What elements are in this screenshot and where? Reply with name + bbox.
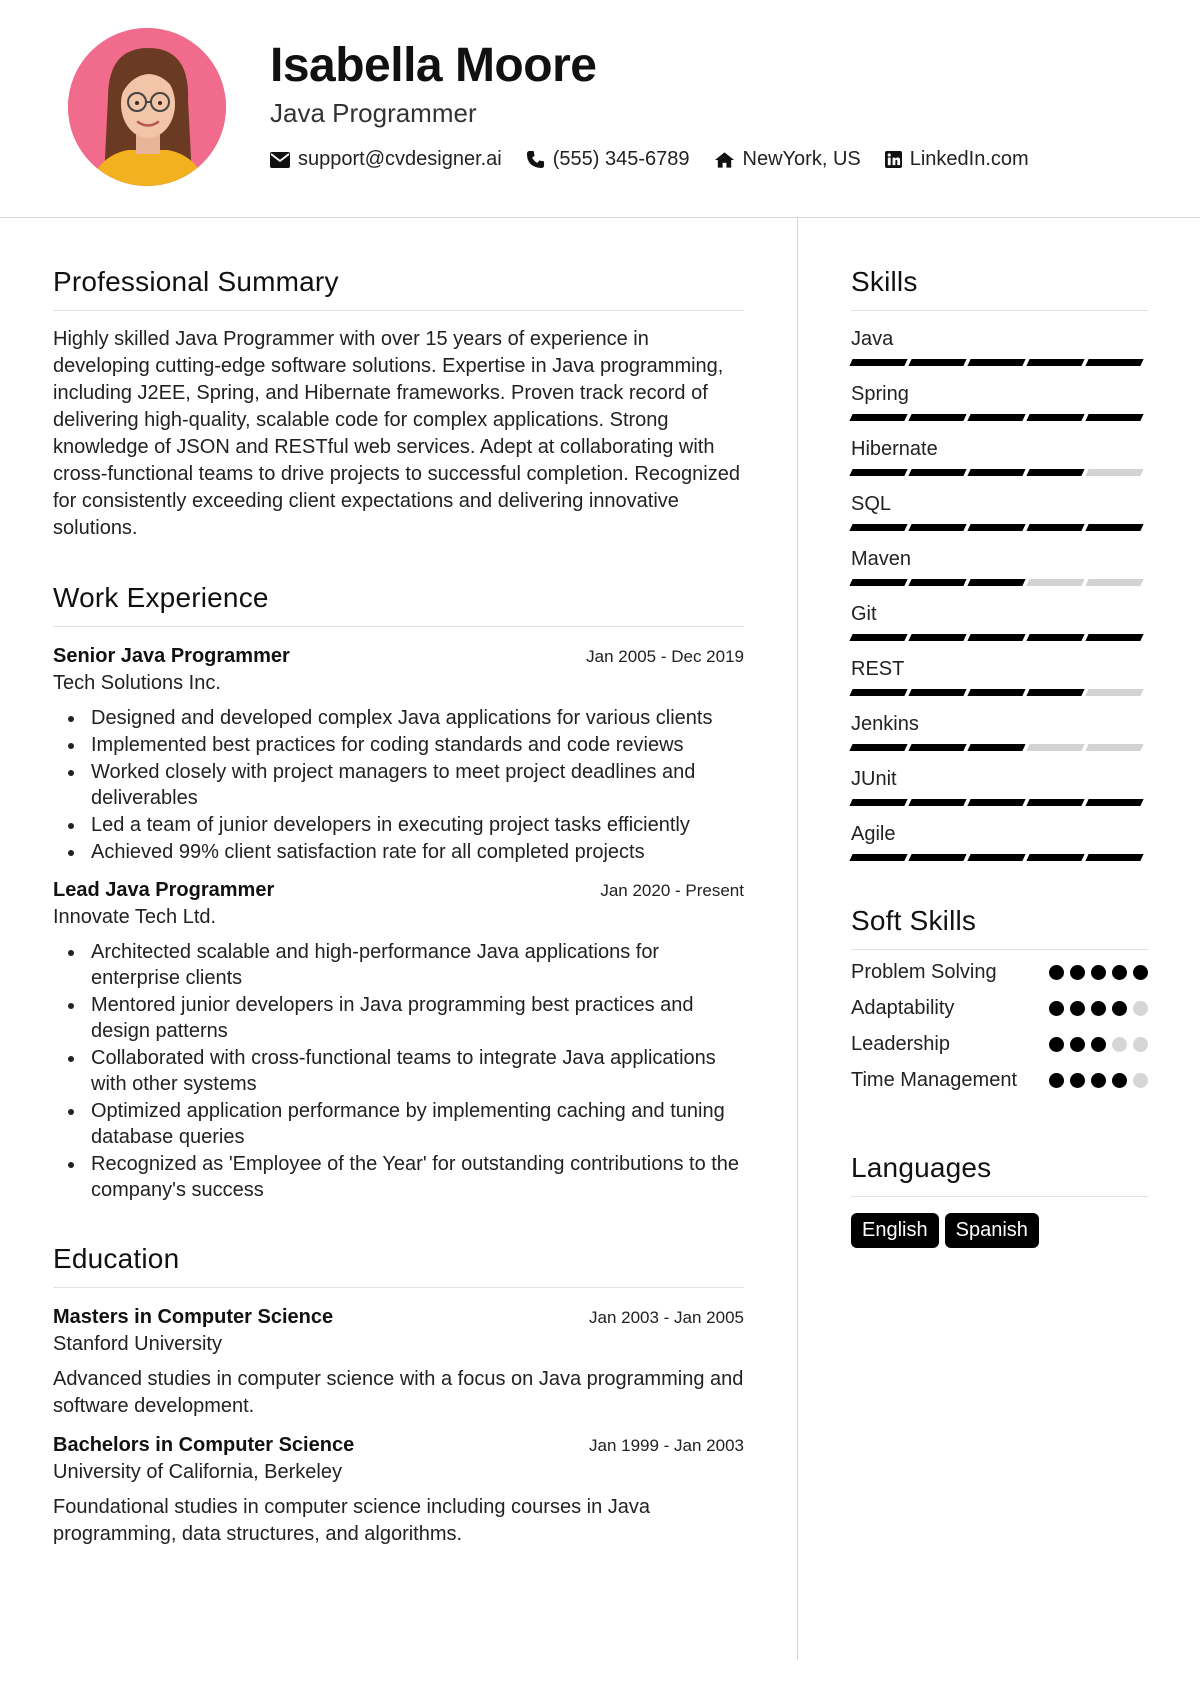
- skill-level-segment: [1085, 689, 1143, 696]
- summary-heading: Professional Summary: [53, 266, 744, 311]
- soft-skills-list: [851, 958, 1148, 1094]
- skill-level-segment: [967, 744, 1025, 751]
- resume-header: [0, 0, 1200, 218]
- contact-email[interactable]: [270, 148, 502, 171]
- rating-dot: [1112, 965, 1127, 980]
- list-item: Achieved 99% client satisfaction rate for all completed projects: [53, 839, 744, 865]
- skill-level-segment: [849, 469, 907, 476]
- skill-level-segment: [1085, 854, 1143, 861]
- rating-dot: [1049, 1073, 1064, 1088]
- rating-dot: [1133, 1001, 1148, 1016]
- skill-level-segment: [849, 524, 907, 531]
- skill-item: [851, 546, 1148, 586]
- degree-title: Bachelors in Computer Science: [53, 1434, 355, 1456]
- home-icon: [714, 151, 735, 169]
- skill-level-segment: [1085, 469, 1143, 476]
- skill-level-segment: [967, 854, 1025, 861]
- skill-level-segment: [967, 469, 1025, 476]
- skill-item: [851, 381, 1148, 421]
- skill-level-segment: [849, 579, 907, 586]
- skill-level-segment: [1085, 744, 1143, 751]
- skill-level-segment: [849, 634, 907, 641]
- skill-level-bar: [851, 359, 1148, 366]
- skill-level-segment: [908, 359, 966, 366]
- column-divider: [797, 218, 798, 1660]
- job-dates: Jan 2020 - Present: [600, 881, 744, 900]
- skill-level-segment: [849, 744, 907, 751]
- candidate-name: Isabella Moore: [270, 39, 597, 92]
- rating-dot: [1091, 965, 1106, 980]
- skill-level-segment: [849, 359, 907, 366]
- skill-level-segment: [908, 634, 966, 641]
- rating-dot: [1070, 1037, 1085, 1052]
- skill-level-bar: [851, 414, 1148, 421]
- skill-name: Spring: [851, 383, 909, 405]
- education-heading: Education: [53, 1243, 744, 1288]
- skill-level-segment: [908, 799, 966, 806]
- soft-skill-rating: [1043, 1001, 1148, 1016]
- school-name: Stanford University: [53, 1333, 222, 1355]
- education-description: Advanced studies in computer science with a focus on Java programming and software development.: [53, 1368, 744, 1417]
- skill-item: [851, 656, 1148, 696]
- skill-level-segment: [1026, 689, 1084, 696]
- list-item: Designed and developed complex Java applications for various clients: [53, 705, 744, 731]
- skill-name: REST: [851, 658, 905, 680]
- skill-name: Jenkins: [851, 713, 919, 735]
- linkedin-text: LinkedIn.com: [909, 148, 1029, 170]
- skill-level-segment: [1085, 524, 1143, 531]
- soft-skill-item: [851, 994, 1148, 1022]
- skill-name: Git: [851, 603, 877, 625]
- job-dates: Jan 2005 - Dec 2019: [586, 647, 744, 666]
- list-item: Mentored junior developers in Java programming best practices and design patterns: [53, 992, 744, 1044]
- skill-level-segment: [1085, 414, 1143, 421]
- skill-level-segment: [967, 579, 1025, 586]
- skill-level-segment: [908, 524, 966, 531]
- skill-item: [851, 711, 1148, 751]
- soft-skill-name: Leadership: [851, 1033, 950, 1055]
- skill-level-segment: [1085, 359, 1143, 366]
- soft-skill-rating: [1043, 1073, 1148, 1088]
- avatar: [68, 28, 226, 186]
- skill-name: SQL: [851, 493, 892, 515]
- rating-dot: [1091, 1073, 1106, 1088]
- skill-level-segment: [1026, 744, 1084, 751]
- list-item: Optimized application performance by implementing caching and tuning database queries: [53, 1098, 744, 1150]
- skill-name: Maven: [851, 548, 912, 570]
- experience-section: [53, 582, 744, 1203]
- education-entry: [53, 1434, 744, 1548]
- skill-level-segment: [1085, 799, 1143, 806]
- linkedin-icon: [885, 151, 902, 168]
- rating-dot: [1049, 965, 1064, 980]
- skill-item: [851, 601, 1148, 641]
- summary-section: [53, 266, 744, 542]
- skill-level-segment: [1026, 469, 1084, 476]
- rating-dot: [1112, 1037, 1127, 1052]
- list-item: Led a team of junior developers in executing project tasks efficiently: [53, 812, 744, 838]
- language-pill: English: [851, 1213, 939, 1248]
- skill-level-segment: [1026, 799, 1084, 806]
- skill-level-bar: [851, 634, 1148, 641]
- rating-dot: [1049, 1037, 1064, 1052]
- languages-list: [851, 1213, 1148, 1248]
- skill-level-bar: [851, 469, 1148, 476]
- skill-level-segment: [908, 579, 966, 586]
- degree-title: Masters in Computer Science: [53, 1306, 334, 1328]
- education-description: Foundational studies in computer science including courses in Java programming, data structures, and algorithms.: [53, 1496, 651, 1545]
- skill-level-bar: [851, 579, 1148, 586]
- skill-level-segment: [908, 744, 966, 751]
- rating-dot: [1070, 1001, 1085, 1016]
- soft-skills-section: [851, 905, 1148, 1094]
- list-item: Collaborated with cross-functional teams to integrate Java applications with other systems: [53, 1045, 744, 1097]
- contact-linkedin[interactable]: [885, 148, 1029, 171]
- rating-dot: [1091, 1001, 1106, 1016]
- skill-level-segment: [967, 414, 1025, 421]
- soft-skill-name: Problem Solving: [851, 961, 997, 983]
- skill-name: Java: [851, 328, 894, 350]
- skill-level-segment: [908, 689, 966, 696]
- contact-location: [714, 148, 861, 171]
- skills-section: [851, 266, 1148, 861]
- skill-level-segment: [967, 799, 1025, 806]
- soft-skills-heading: Soft Skills: [851, 905, 1148, 950]
- main-column: [53, 266, 744, 1548]
- list-item: Recognized as 'Employee of the Year' for outstanding contributions to the company's success: [53, 1151, 744, 1203]
- skill-level-segment: [1026, 524, 1084, 531]
- envelope-icon: [270, 152, 290, 168]
- rating-dot: [1133, 965, 1148, 980]
- skill-level-segment: [1026, 854, 1084, 861]
- skill-name: Agile: [851, 823, 896, 845]
- job-entry: [53, 645, 744, 865]
- skill-level-segment: [1026, 414, 1084, 421]
- skill-level-segment: [967, 689, 1025, 696]
- contact-phone[interactable]: [526, 148, 690, 171]
- skill-level-segment: [1085, 634, 1143, 641]
- job-title: Lead Java Programmer: [53, 879, 275, 901]
- skill-item: [851, 326, 1148, 366]
- languages-section: [851, 1152, 1148, 1248]
- job-entry: [53, 879, 744, 1203]
- job-company: Innovate Tech Ltd.: [53, 906, 217, 928]
- skill-level-segment: [908, 469, 966, 476]
- rating-dot: [1112, 1073, 1127, 1088]
- portrait-image: [68, 28, 226, 186]
- rating-dot: [1049, 1001, 1064, 1016]
- skill-level-bar: [851, 744, 1148, 751]
- education-section: [53, 1243, 744, 1548]
- rating-dot: [1070, 1073, 1085, 1088]
- skill-level-segment: [849, 689, 907, 696]
- skill-level-segment: [967, 634, 1025, 641]
- skill-level-segment: [849, 854, 907, 861]
- skill-level-bar: [851, 524, 1148, 531]
- skill-level-segment: [967, 524, 1025, 531]
- sidebar-column: [851, 266, 1148, 1248]
- school-name: University of California, Berkeley: [53, 1461, 342, 1483]
- soft-skill-item: [851, 1030, 1148, 1058]
- job-bullets: [53, 705, 744, 865]
- skill-level-segment: [849, 799, 907, 806]
- education-dates: Jan 1999 - Jan 2003: [588, 1436, 744, 1455]
- education-dates: Jan 2003 - Jan 2005: [588, 1308, 744, 1327]
- skill-level-segment: [849, 414, 907, 421]
- rating-dot: [1091, 1037, 1106, 1052]
- rating-dot: [1133, 1073, 1148, 1088]
- skill-item: [851, 491, 1148, 531]
- soft-skill-rating: [1043, 1037, 1148, 1052]
- rating-dot: [1070, 965, 1085, 980]
- phone-icon: [526, 150, 545, 169]
- languages-heading: Languages: [851, 1152, 1148, 1197]
- skill-level-bar: [851, 689, 1148, 696]
- experience-heading: Work Experience: [53, 582, 744, 627]
- skill-level-bar: [851, 854, 1148, 861]
- skill-level-segment: [908, 414, 966, 421]
- skill-name: JUnit: [851, 768, 897, 790]
- soft-skill-name: Time Management: [851, 1069, 1017, 1091]
- skill-level-segment: [1026, 634, 1084, 641]
- skill-level-bar: [851, 799, 1148, 806]
- soft-skill-item: [851, 958, 1148, 986]
- skill-item: [851, 766, 1148, 806]
- job-bullets: [53, 939, 744, 1203]
- skill-item: [851, 436, 1148, 476]
- contact-list: [270, 148, 1053, 171]
- list-item: Implemented best practices for coding standards and code reviews: [53, 732, 744, 758]
- location-text: NewYork, US: [742, 148, 861, 170]
- list-item: Architected scalable and high-performance Java applications for enterprise clients: [53, 939, 744, 991]
- skill-level-segment: [1085, 579, 1143, 586]
- soft-skill-rating: [1043, 965, 1148, 980]
- email-text: support@cvdesigner.ai: [298, 148, 502, 170]
- skill-item: [851, 821, 1148, 861]
- skill-name: Hibernate: [851, 438, 938, 460]
- list-item: Worked closely with project managers to meet project deadlines and deliverables: [53, 759, 744, 811]
- skill-level-segment: [1026, 579, 1084, 586]
- phone-text: (555) 345-6789: [552, 148, 690, 170]
- skills-list: [851, 326, 1148, 861]
- soft-skill-name: Adaptability: [851, 997, 955, 1019]
- job-title: Senior Java Programmer: [53, 645, 290, 667]
- soft-skill-item: [851, 1066, 1148, 1094]
- job-company: Tech Solutions Inc.: [53, 672, 221, 694]
- skills-heading: Skills: [851, 266, 1148, 311]
- skill-level-segment: [908, 854, 966, 861]
- education-entry: [53, 1306, 744, 1420]
- skill-level-segment: [967, 359, 1025, 366]
- language-pill: Spanish: [945, 1213, 1039, 1248]
- skill-level-segment: [1026, 359, 1084, 366]
- summary-text: Highly skilled Java Programmer with over 15 years of experience in developing cutting-edge software solutions. Expertise in Java programming, including J2EE, Spring, and Hibernate frameworks. Proven track record of delivering high-quality, scalable code for complex applications. Strong knowledge of JSON and RESTful web services. Adept at collaborating with cross-functional teams to drive projects to successful completion. Recognized for consistently exceeding client expectations and delivering innovative solutions.: [53, 328, 740, 539]
- rating-dot: [1133, 1037, 1148, 1052]
- candidate-title: Java Programmer: [270, 98, 477, 128]
- rating-dot: [1112, 1001, 1127, 1016]
